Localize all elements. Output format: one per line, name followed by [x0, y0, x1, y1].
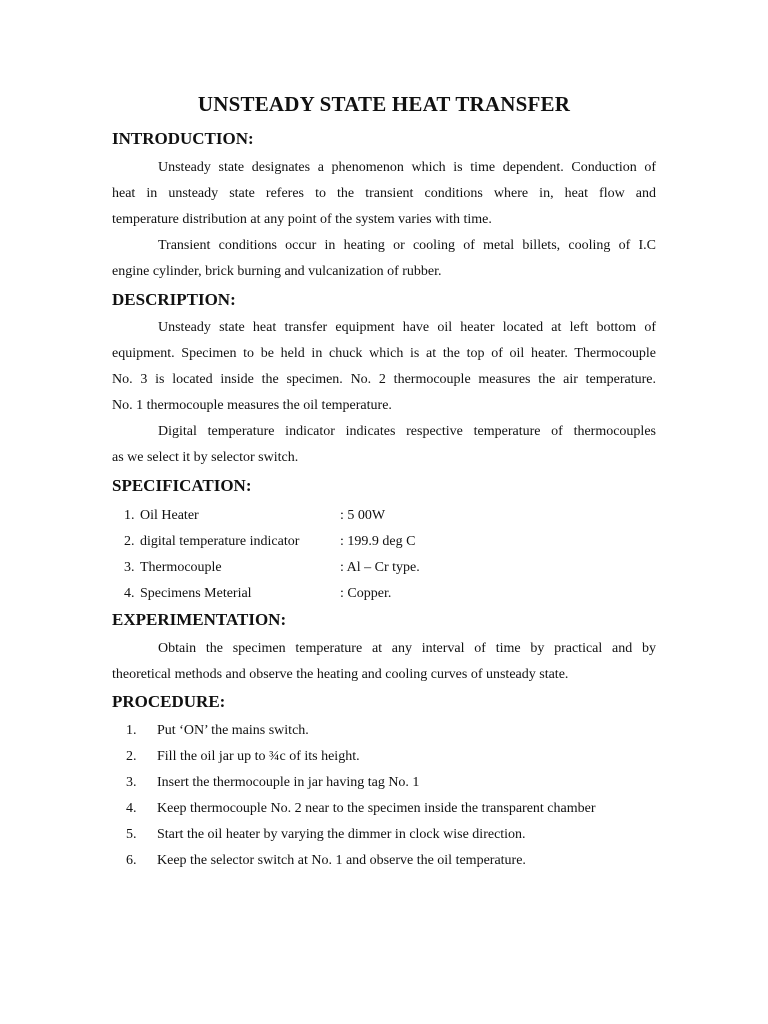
page-title: UNSTEADY STATE HEAT TRANSFER [197, 92, 571, 116]
list-item [124, 581, 544, 607]
item-text: Put ‘ON’ the mains switch. [157, 723, 309, 738]
item-value: : 199.9 deg C [340, 534, 416, 549]
text-line: temperature distribution at any point of the system varies with time. [112, 212, 492, 227]
introduction-paragraph-1 [112, 155, 656, 233]
text-line: as we select it by selector switch. [112, 450, 299, 465]
item-value: : Al – Cr type. [340, 560, 420, 575]
description-paragraph-1 [112, 315, 656, 419]
text-line: engine cylinder, brick burning and vulcanization of rubber. [112, 264, 442, 279]
description-heading: DESCRIPTION: [112, 290, 236, 309]
item-text: Start the oil heater by varying the dimmer in clock wise direction. [157, 827, 526, 842]
text-line: Digital temperature indicator indicates respective temperature of thermocouples [158, 424, 656, 439]
list-item [126, 796, 666, 822]
text-line: No. 3 is located inside the specimen. No. 2 thermocouple measures the air temperature. [112, 372, 656, 387]
item-value: : Copper. [340, 586, 392, 601]
text-line: heat in unsteady state referes to the transient conditions where in, heat flow and [112, 186, 656, 201]
item-text: Fill the oil jar up to ¾c of its height. [157, 749, 360, 764]
item-label: Thermocouple [140, 560, 222, 575]
list-item [126, 848, 666, 874]
item-text: Keep thermocouple No. 2 near to the specimen inside the transparent chamber [157, 801, 596, 816]
text-line: Transient conditions occur in heating or cooling of metal billets, cooling of I.C [158, 238, 656, 253]
item-number: 5. [126, 827, 137, 842]
item-text: Keep the selector switch at No. 1 and observe the oil temperature. [157, 853, 526, 868]
item-text: Insert the thermocouple in jar having tag No. 1 [157, 775, 420, 790]
item-label: digital temperature indicator [140, 534, 300, 549]
item-number: 2. [124, 534, 135, 549]
item-label: Specimens Meterial [140, 586, 252, 601]
introduction-paragraph-2 [112, 233, 656, 285]
list-item [126, 718, 666, 744]
item-number: 3. [124, 560, 135, 575]
procedure-list [126, 718, 666, 874]
item-value: : 5 00W [340, 508, 386, 523]
text-line: equipment. Specimen to be held in chuck which is at the top of oil heater. Thermocouple [112, 346, 656, 361]
item-number: 4. [126, 801, 137, 816]
list-item [124, 555, 544, 581]
text-line: Unsteady state heat transfer equipment have oil heater located at left bottom of [158, 320, 656, 335]
experimentation-paragraph [112, 636, 656, 688]
description-paragraph-2 [112, 419, 656, 471]
item-number: 1. [124, 508, 135, 523]
specification-heading: SPECIFICATION: [112, 476, 252, 495]
text-line: Unsteady state designates a phenomenon which is time dependent. Conduction of [158, 160, 656, 175]
item-number: 4. [124, 586, 135, 601]
procedure-heading: PROCEDURE: [112, 692, 226, 711]
experimentation-heading: EXPERIMENTATION: [112, 610, 287, 629]
introduction-heading: INTRODUCTION: [112, 129, 254, 148]
item-label: Oil Heater [140, 508, 199, 523]
item-number: 1. [126, 723, 137, 738]
item-number: 6. [126, 853, 137, 868]
item-number: 3. [126, 775, 137, 790]
list-item [126, 744, 666, 770]
list-item [124, 503, 544, 529]
specification-list [124, 503, 544, 607]
text-line: No. 1 thermocouple measures the oil temperature. [112, 398, 392, 413]
text-line: theoretical methods and observe the heating and cooling curves of unsteady state. [112, 667, 569, 682]
item-number: 2. [126, 749, 137, 764]
list-item [124, 529, 544, 555]
list-item [126, 770, 666, 796]
text-line: Obtain the specimen temperature at any interval of time by practical and by [158, 641, 656, 656]
list-item [126, 822, 666, 848]
